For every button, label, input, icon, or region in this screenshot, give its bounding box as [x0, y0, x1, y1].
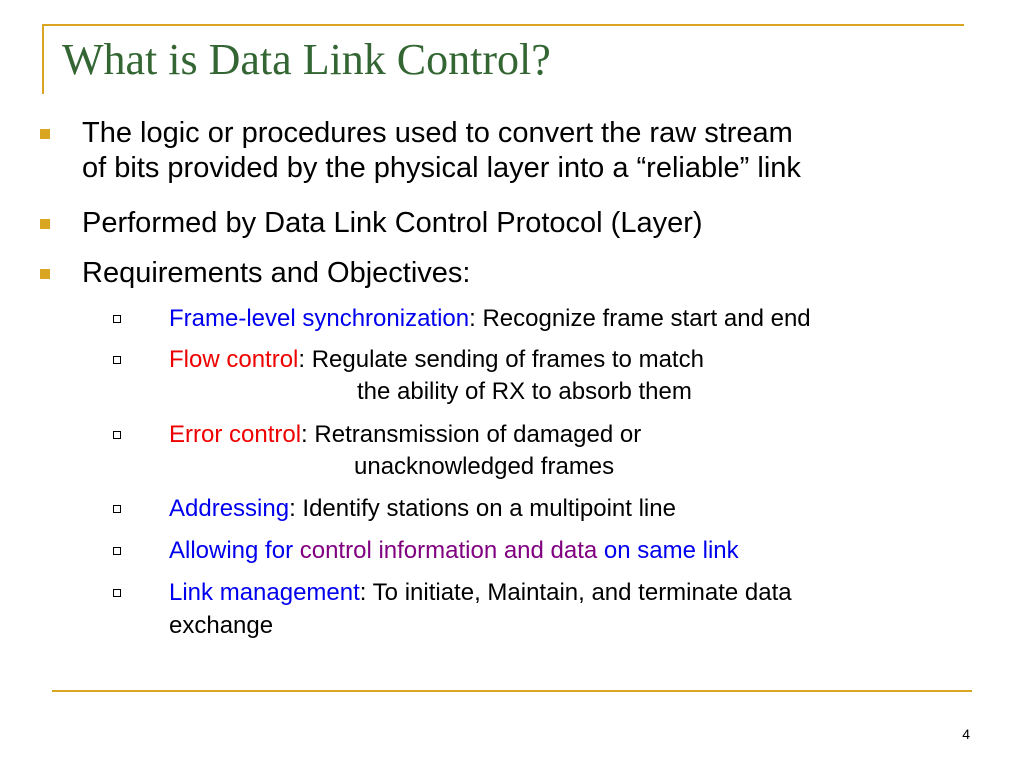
subbullet-error-control: [169, 419, 641, 451]
square-bullet-icon: [40, 269, 50, 279]
subbullet-desc: : Regulate sending of frames to match: [298, 346, 704, 373]
subbullet-term: Frame-level synchronization: [169, 305, 470, 332]
bottom-rule: [52, 690, 972, 692]
subbullet-frame-sync: [169, 303, 811, 335]
subbullet-flow-control: [169, 344, 704, 376]
bullet-3: [82, 256, 470, 291]
subbullet-flow-control-cont: the ability of RX to absorb them: [357, 378, 692, 405]
hollow-square-bullet-icon: [113, 547, 121, 555]
subbullet-link-management: [169, 577, 792, 609]
square-bullet-icon: [40, 219, 50, 229]
top-rule: [42, 24, 964, 26]
bullet-2: [82, 206, 703, 241]
hollow-square-bullet-icon: [113, 315, 121, 323]
page-number: 4: [962, 726, 970, 742]
subbullet-link-management-cont: exchange: [169, 612, 274, 639]
hollow-square-bullet-icon: [113, 505, 121, 513]
subbullet-desc: : Identify stations on a multipoint line: [289, 495, 676, 522]
subbullet-addressing: [169, 493, 676, 525]
subbullet-desc: : To initiate, Maintain, and terminate data: [359, 579, 792, 606]
subbullet-term: Addressing: [169, 495, 290, 522]
slide-title: What is Data Link Control?: [62, 35, 551, 84]
hollow-square-bullet-icon: [113, 589, 121, 597]
subbullet-term: Error control: [169, 421, 302, 448]
subbullet-part-2: control information and data: [299, 537, 598, 564]
hollow-square-bullet-icon: [113, 431, 121, 439]
subbullet-desc: : Retransmission of damaged or: [301, 421, 642, 448]
bullet-3-text: Requirements and Objectives:: [82, 257, 471, 289]
square-bullet-icon: [40, 129, 50, 139]
subbullet-part-3: on same link: [597, 537, 739, 564]
subbullet-error-control-cont: unacknowledged frames: [354, 453, 615, 480]
hollow-square-bullet-icon: [113, 356, 121, 364]
bullet-1-line-1: The logic or procedures used to convert the raw stream: [82, 117, 793, 149]
subbullet-control-info: [169, 535, 739, 567]
left-rule: [42, 24, 44, 94]
bullet-2-text: Performed by Data Link Control Protocol (Layer): [82, 207, 703, 239]
subbullet-term: Flow control: [169, 346, 299, 373]
bullet-1: [82, 116, 801, 186]
subbullet-part-1: Allowing for: [169, 537, 300, 564]
subbullet-term: Link management: [169, 579, 360, 606]
bullet-1-line-2: of bits provided by the physical layer into a “reliable” link: [82, 152, 801, 184]
subbullet-desc: : Recognize frame start and end: [469, 305, 811, 332]
